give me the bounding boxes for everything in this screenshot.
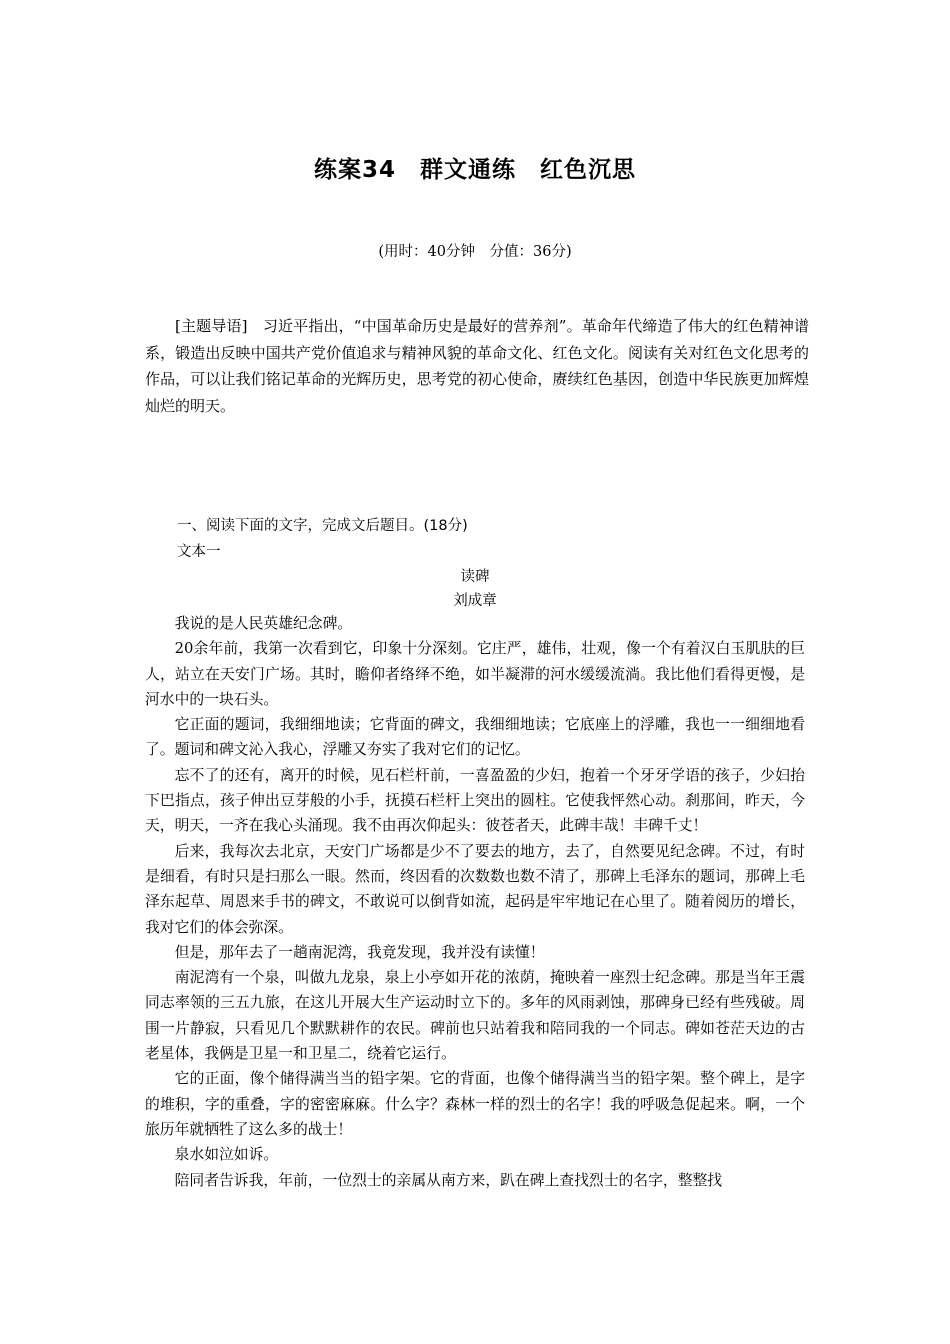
article-paragraph: 泉水如泣如诉。 (174, 1146, 279, 1164)
question-heading: 一、阅读下面的文字，完成文后题目。(18分) (177, 518, 468, 534)
article-paragraph: 它正面的题词，我细细地读；它背面的碑文，我细细地读；它底座上的浮雕，我也一一细细地看了。题词和碑文沁入我心，浮雕又夯实了我对它们的记忆。 (145, 716, 805, 759)
article-paragraph: 南泥湾有一个泉，叫做九龙泉，泉上小亭如开花的浓荫，掩映着一座烈士纪念碑。那是当年王震同志率领的三五九旅，在这儿开展大生产运动时立下的。多年的风雨剥蚀，那碑身已经有些残破。周围一片静寂，只看见几个默默耕作的农民。碑前也只站着我和陪同我的一个同志。碑如苍茫天边的古老星体，我俩是卫星一和卫星二，绕着它运行。 (145, 969, 805, 1063)
article-title: 读碑 (460, 569, 490, 585)
article-paragraph: 忘不了的还有，离开的时候，见石栏杆前，一喜盈盈的少妇，抱着一个牙牙学语的孩子，少妇抬下巴指点，孩子伸出豆芽般的小手，抚摸石栏杆上突出的圆柱。它使我怦然心动。刹那间，昨天，今天，明天，一齐在我心头涌现。我不由再次仰起头：彼苍者天，此碑丰哉！丰碑千丈！ (145, 766, 805, 835)
article-body (145, 611, 805, 1193)
article-paragraph: 后来，我每次去北京，天安门广场都是少不了要去的地方，去了，自然要见纪念碑。不过，有时是细看，有时只是扫那么一眼。然而，终因看的次数数也数不清了，那碑上毛泽东的题词，那碑上毛泽东起草、周恩来手书的碑文，不敢说可以倒背如流，起码是牢牢地记在心里了。随着阅历的增长，我对它们的体会弥深。 (145, 842, 805, 936)
article-paragraph: 它的正面，像个储得满当当的铅字架。它的背面，也像个储得满当当的铅字架。整个碑上，是字的堆积，字的重叠，字的密密麻麻。什么字？森林一样的烈士的名字！我的呼吸急促起来。啊，一个旅历年就牺牲了这么多的战士！ (145, 1070, 805, 1138)
article-paragraph: 陪同者告诉我，年前，一位烈士的亲属从南方来，趴在碑上查找烈士的名字，整整找 (174, 1171, 723, 1189)
article-paragraph: 我说的是人民英雄纪念碑。 (174, 615, 353, 632)
theme-intro: [主题导语] 习近平指出，“中国革命历史是最好的营养剂”。革命年代缔造了伟大的红色精神谱系，锻造出反映中国共产党价值追求与精神风貌的革命文化、红色文化。阅读有关对红色文化思考的作品，可以让我们铭记革命的光辉历史，思考党的初心使命，赓续红色基因，创造中华民族更加辉煌灿烂的明天。 (145, 317, 809, 415)
time-score-info: (用时：40分钟 分值：36分) (378, 244, 572, 260)
page-title: 练案34 群文通练 红色沉思 (313, 157, 636, 183)
article-paragraph: 20余年前，我第一次看到它，印象十分深刻。它庄严，雄伟，壮观，像一个有着汉白玉肌肤的巨人，站立在天安门广场。其时，瞻仰者络绎不绝，如半凝滞的河水缓缓流淌。我比他们看得更慢，是河水中的一块石头。 (145, 640, 805, 708)
article-author: 刘成章 (453, 593, 497, 609)
article-paragraph: 但是，那年去了一趟南泥湾，我竟发现，我并没有读懂！ (174, 943, 545, 961)
text-label: 文本一 (177, 544, 221, 560)
